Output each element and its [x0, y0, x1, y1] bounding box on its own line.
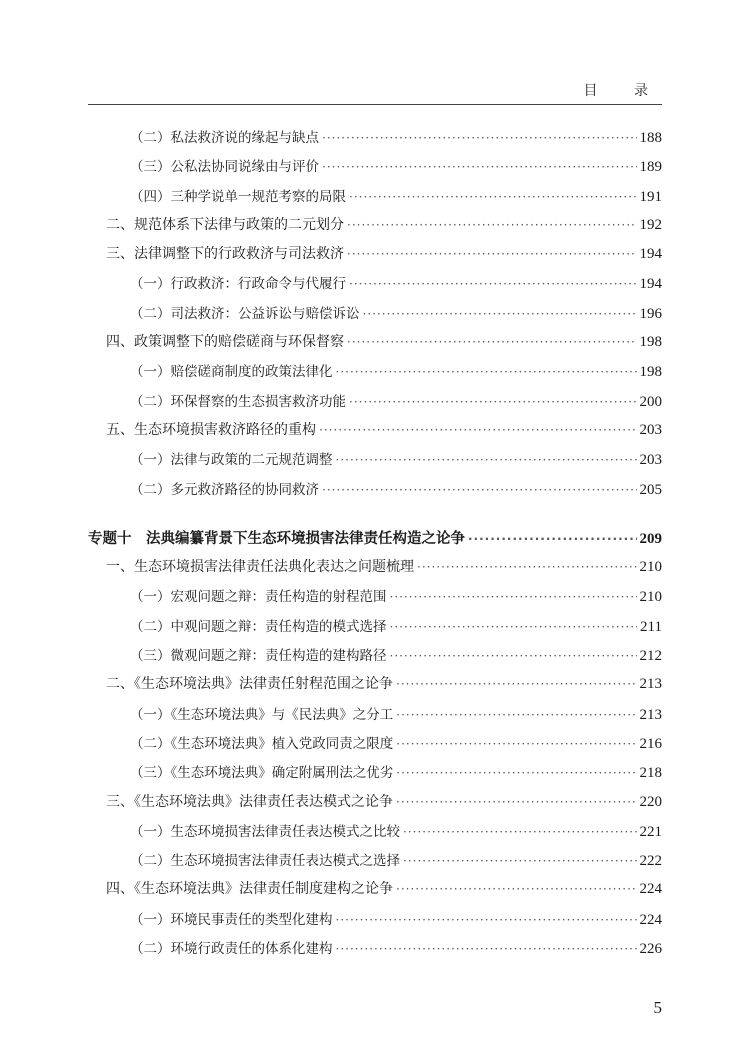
- toc-leader-dots: [396, 882, 637, 896]
- toc-entry-label: （二）生态环境损害法律责任表达模式之选择: [130, 853, 400, 870]
- toc-leader-dots: [363, 307, 637, 321]
- toc-leader-dots: [322, 131, 637, 145]
- toc-entry: [88, 791, 662, 820]
- toc-entry-label: （二）《生态环境法典》植入党政同责之限度: [130, 735, 394, 752]
- toc-leader-dots: [390, 620, 638, 634]
- toc-leader-dots: [336, 453, 637, 467]
- toc-entry: [88, 615, 662, 644]
- toc-leader-dots: [396, 766, 636, 780]
- toc-leader-dots: [390, 590, 637, 604]
- toc-entry-label: 二、《生态环境法典》法律责任射程范围之论争: [106, 676, 393, 693]
- section-gap: [88, 507, 662, 527]
- toc-leader-dots: [349, 395, 637, 409]
- toc-entry-label: （三）公私法协同说缘由与评价: [130, 159, 319, 176]
- toc-entry: [88, 185, 662, 214]
- toc-leader-dots: [347, 335, 637, 349]
- toc-entry-page: 188: [639, 130, 662, 146]
- toc-leader-dots: [347, 247, 637, 261]
- toc-entry-label: （一）法律与政策的二元规范调整: [130, 452, 333, 469]
- toc-leader-dots: [468, 532, 637, 546]
- toc-entry-page: 218: [639, 765, 662, 782]
- toc-leader-dots: [349, 190, 637, 204]
- toc-entry-page: 196: [639, 305, 662, 322]
- toc-entry: [88, 556, 662, 585]
- toc-entry-label: （二）中观问题之辩：责任构造的模式选择: [130, 618, 387, 635]
- toc-entry: [88, 937, 662, 966]
- toc-entry-label: 一、生态环境损害法律责任法典化表达之问题梳理: [106, 559, 414, 576]
- toc-entry-page: 192: [639, 216, 662, 233]
- toc-entry-label: （三）《生态环境法典》确定附属刑法之优劣: [130, 765, 394, 782]
- toc-entry-page: 216: [639, 735, 662, 752]
- toc-entry: [88, 302, 662, 331]
- toc-entry-page: 194: [639, 246, 662, 263]
- toc-entry-page: 220: [639, 793, 662, 810]
- toc-entry: [88, 820, 662, 849]
- toc-entry-page: 191: [639, 188, 662, 205]
- toc-leader-dots: [403, 825, 637, 839]
- toc-leader-dots: [396, 737, 636, 751]
- toc-entry: [88, 849, 662, 878]
- toc-entry-page: 211: [640, 618, 662, 635]
- toc-entry-label: 二、规范体系下法律与政策的二元划分: [106, 216, 344, 233]
- toc-entry-page: 226: [639, 941, 662, 958]
- running-header-title: 目 录: [583, 83, 664, 99]
- toc-entry: [88, 243, 662, 272]
- toc-entry: [88, 272, 662, 301]
- toc-entry-label: 三、法律调整下的行政救济与司法救济: [106, 246, 344, 263]
- toc-leader-dots: [322, 483, 637, 497]
- page-number: 5: [653, 998, 662, 1017]
- toc-leader-dots: [396, 708, 636, 722]
- toc-leader-dots: [336, 913, 637, 927]
- toc-leader-dots: [347, 218, 637, 232]
- toc-leader-dots: [336, 365, 637, 379]
- toc-entry-label: （一）环境民事责任的类型化建构: [130, 911, 333, 928]
- toc-leader-dots: [396, 677, 637, 691]
- toc-entry-label: （三）微观问题之辩：责任构造的建构路径: [130, 648, 387, 665]
- toc-entry-label: 三、《生态环境法典》法律责任表达模式之论争: [106, 793, 393, 810]
- toc-entry-page: 221: [639, 823, 662, 840]
- toc-entry-page: 222: [639, 853, 662, 870]
- toc-entry-page: 212: [639, 648, 662, 665]
- toc-entry-label: （二）环保督察的生态损害救济功能: [130, 393, 346, 410]
- toc-entry-label: （一）生态环境损害法律责任表达模式之比较: [130, 823, 400, 840]
- toc-entry-page: 213: [639, 676, 662, 693]
- table-of-contents: [88, 126, 662, 966]
- toc-entry: [88, 908, 662, 937]
- toc-entry-label: （四）三种学说单一规范考察的局限: [130, 188, 346, 205]
- toc-section-before: [88, 126, 662, 507]
- toc-entry-label: 专题十 法典编纂背景下生态环境损害法律责任构造之论争: [88, 530, 465, 547]
- toc-entry: [88, 527, 662, 556]
- toc-entry: [88, 478, 662, 507]
- toc-entry-page: 203: [639, 452, 662, 469]
- toc-entry: [88, 878, 662, 907]
- toc-entry-label: （二）私法救济说的缘起与缺点: [130, 130, 319, 146]
- toc-leader-dots: [396, 795, 637, 809]
- toc-section-after: [88, 527, 662, 966]
- toc-entry: [88, 673, 662, 702]
- toc-entry-page: 194: [639, 276, 662, 293]
- toc-entry: [88, 360, 662, 389]
- toc-leader-dots: [403, 854, 637, 868]
- toc-entry-label: 四、政策调整下的赔偿磋商与环保督察: [106, 334, 344, 351]
- toc-entry-label: （二）多元救济路径的协同救济: [130, 481, 319, 498]
- toc-leader-dots: [417, 560, 637, 574]
- toc-entry: [88, 419, 662, 448]
- toc-leader-dots: [349, 277, 637, 291]
- toc-entry-page: 209: [639, 530, 662, 547]
- toc-entry-label: （二）环境行政责任的体系化建构: [130, 941, 333, 958]
- toc-leader-dots: [336, 942, 637, 956]
- toc-entry-label: （一）赔偿磋商制度的政策法律化: [130, 364, 333, 381]
- toc-entry-label: 四、《生态环境法典》法律责任制度建构之论争: [106, 881, 393, 898]
- toc-entry-label: （二）司法救济：公益诉讼与赔偿诉讼: [130, 305, 360, 322]
- toc-entry-label: （一）《生态环境法典》与《民法典》之分工: [130, 706, 394, 723]
- toc-leader-dots: [319, 423, 637, 437]
- toc-entry-label: （一）宏观问题之辩：责任构造的射程范围: [130, 589, 387, 606]
- toc-entry-label: （一）行政救济：行政命令与代履行: [130, 276, 346, 293]
- toc-entry: [88, 644, 662, 673]
- toc-entry: [88, 214, 662, 243]
- toc-entry: [88, 703, 662, 732]
- toc-entry-page: 200: [639, 393, 662, 410]
- header-rule: [88, 104, 662, 105]
- toc-entry: [88, 732, 662, 761]
- toc-entry: [88, 126, 662, 155]
- toc-entry-page: 189: [639, 159, 662, 176]
- toc-entry-page: 210: [639, 589, 662, 606]
- toc-entry-page: 203: [639, 421, 662, 438]
- toc-entry-page: 224: [639, 881, 662, 898]
- toc-entry-label: 五、生态环境损害救济路径的重构: [106, 421, 316, 438]
- toc-entry: [88, 390, 662, 419]
- toc-entry-page: 210: [639, 559, 662, 576]
- toc-entry-page: 198: [639, 364, 662, 381]
- toc-leader-dots: [322, 160, 637, 174]
- toc-entry: [88, 448, 662, 477]
- toc-entry: [88, 155, 662, 184]
- toc-entry: [88, 331, 662, 360]
- toc-entry-page: 213: [639, 706, 662, 723]
- toc-leader-dots: [390, 649, 637, 663]
- toc-entry-page: 224: [639, 911, 662, 928]
- toc-entry-page: 198: [639, 334, 662, 351]
- toc-entry: [88, 761, 662, 790]
- toc-entry: [88, 585, 662, 614]
- toc-entry-page: 205: [639, 481, 662, 498]
